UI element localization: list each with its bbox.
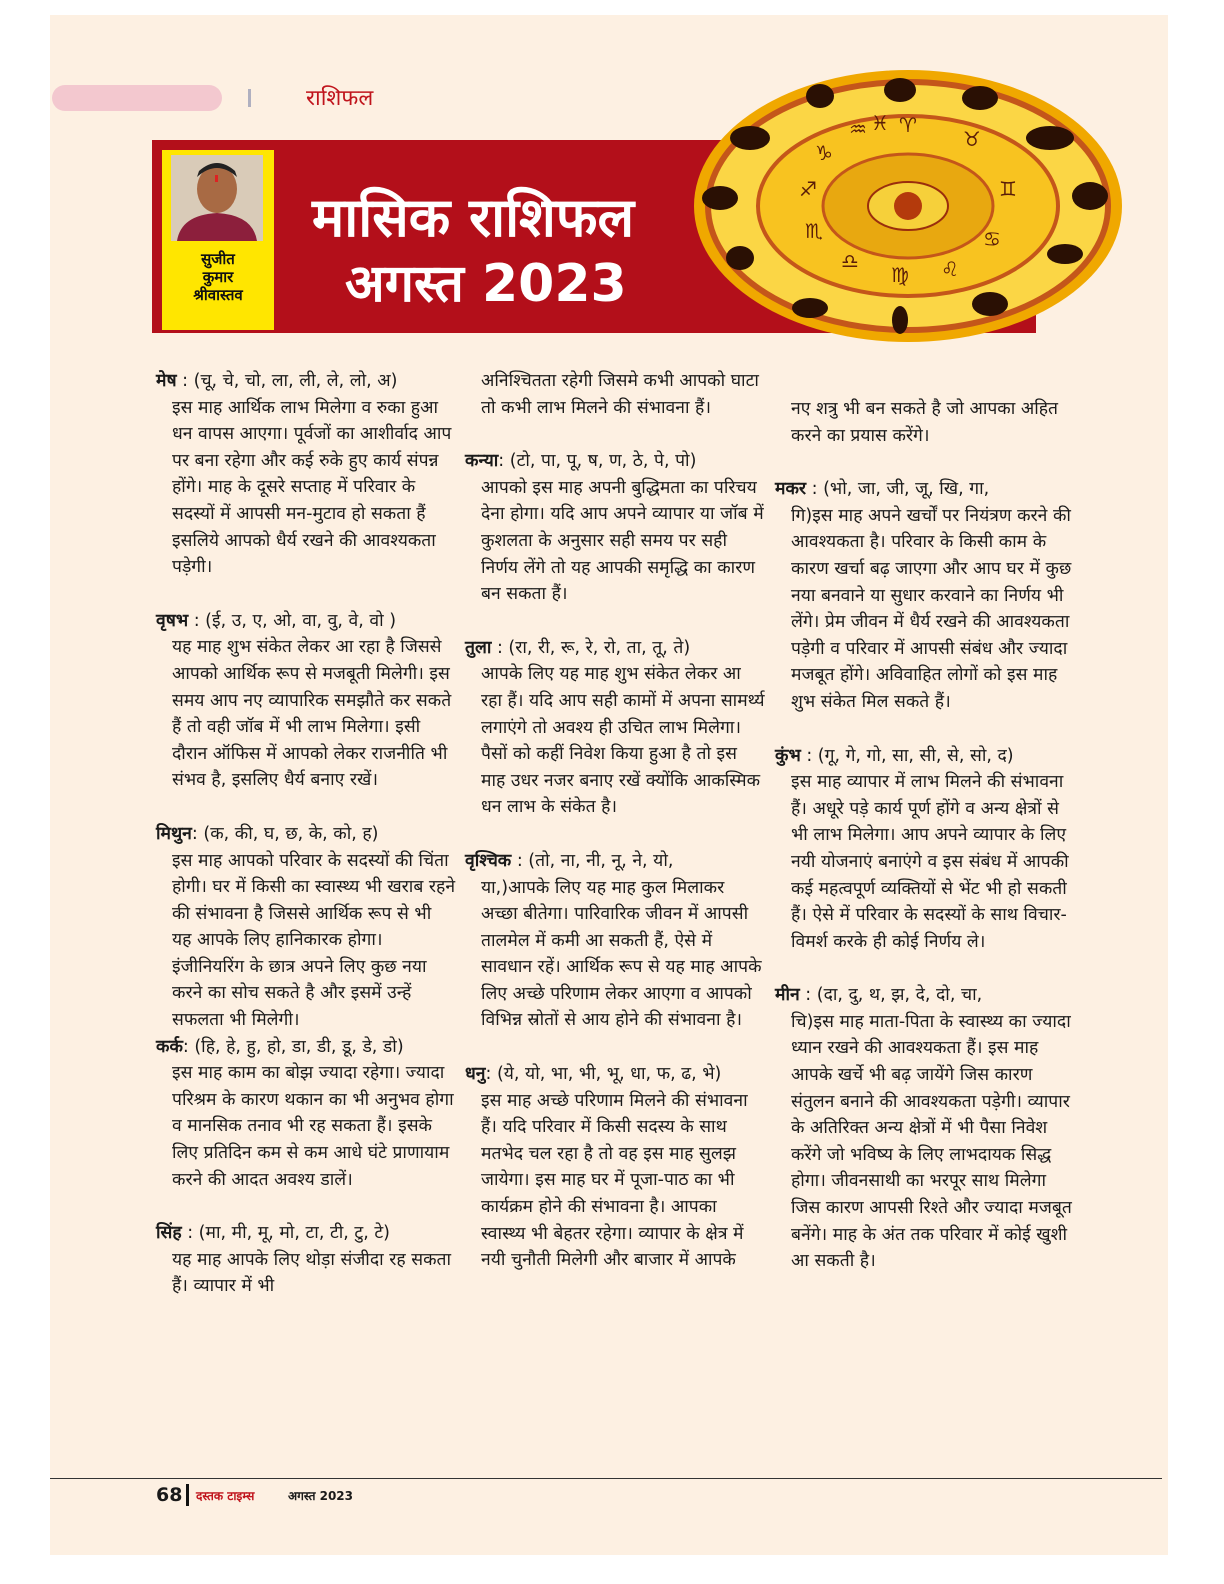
zodiac-glyph-10: ♑ xyxy=(815,141,833,165)
sign-body-kark: इस माह काम का बोझ ज्यादा रहेगा। ज्यादा परिश्रम के कारण थकान का भी अनुभव होगा व मानसिक तनाव भी रह सकता हैं। इसके लिए प्रतिदिन कम से कम आधे घंटे प्राणायाम करने की आदत अवश्य डालें। xyxy=(172,1063,454,1190)
sign-letters-mithun: : (क, की, घ, छ, के, को, ह) xyxy=(191,823,379,844)
page-number: 68 xyxy=(156,1484,183,1506)
sign-name-vrishabh: वृषभ xyxy=(156,610,189,631)
sign-letters-meen: : (दा, दु, थ, झ, दे, दो, चा, xyxy=(799,985,983,1006)
sign-body-singh-cont: अनिश्चितता रहेगी जिसमे कभी आपको घाटा तो कभी लाभ मिलने की संभावना हैं। xyxy=(481,371,759,418)
sign-name-mithun: मिथुन xyxy=(156,823,192,844)
sign-kark xyxy=(156,1034,456,1194)
column-3 xyxy=(775,396,1075,1302)
sign-letters-tula: : (रा, री, रू, रे, रो, ता, तू, ते) xyxy=(491,637,691,658)
zodiac-wheel-image xyxy=(690,68,1126,344)
sign-letters-dhanu: : (ये, यो, भा, भी, भू, धा, फ, ढ, भे) xyxy=(485,1064,722,1085)
zodiac-glyph-5: ♌ xyxy=(941,257,959,281)
sign-dhanu-continued xyxy=(775,396,1075,449)
zodiac-glyph-2: ♉ xyxy=(963,127,981,151)
section-label: राशिफल xyxy=(306,86,374,111)
magazine-name: दस्तक टाइम्स xyxy=(196,1489,255,1503)
sign-letters-vrishchik: : (तो, ना, नी, नू, ने, यो, xyxy=(511,850,674,871)
sign-body-mithun: इस माह आपको परिवार के सदस्यों की चिंता होगी। घर में किसी का स्वास्थ्य भी खराब रहने की संभावना है जिससे आर्थिक रूप से भी यह आपके लिए हानिकारक होगा। इंजीनियरिंग के छात्र अपने लिए कुछ नया करने का सोच सकते है और इसमें उन्हें सफलता भी मिलेगी। xyxy=(172,850,456,1031)
sign-name-makar: मकर xyxy=(775,479,807,500)
sign-meen xyxy=(775,982,1075,1275)
sign-body-dhanu: इस माह अच्छे परिणाम मिलने की संभावना हैं। यदि परिवार में किसी सदस्य के साथ मतभेद चल रहा है तो वह इस माह सुलझ जायेगा। इस माह घर में पूजा-पाठ का भी कार्यक्रम होने की संभावना है। आपका स्वास्थ्य भी बेहतर रहेगा। व्यापार के क्षेत्र में नयी चुनौती मिलेगी और बाजार में आपके xyxy=(481,1090,748,1271)
sign-letters-vrishabh: : (ई, उ, ए, ओ, वा, वु, वे, वो ) xyxy=(188,610,397,631)
zodiac-glyph-4: ♋ xyxy=(983,227,1001,251)
sign-name-kumbh: कुंभ xyxy=(775,745,801,766)
zodiac-glyph-12: ♓ xyxy=(871,111,889,135)
sign-name-kark: कर्क xyxy=(156,1036,183,1057)
section-divider xyxy=(248,89,251,107)
column-1 xyxy=(156,368,456,1327)
column-2 xyxy=(465,368,765,1301)
sign-name-tula: तुला xyxy=(465,637,492,658)
zodiac-glyph-1: ♈ xyxy=(899,113,917,137)
sign-name-mesh: मेष xyxy=(156,371,177,391)
sign-body-tula: आपके लिए यह माह शुभ संकेत लेकर आ रहा हैं। यदि आप सही कामों में अपना सामर्थ्य लगाएंगे तो अवश्य ही उचित लाभ मिलेगा। पैसों को कहीं निवेश किया हुआ है तो इस माह उधर नजर बनाए रखें क्योंकि आकस्मिक धन लाभ के संकेत है। xyxy=(481,664,765,818)
issue-date: अगस्त 2023 xyxy=(288,1489,354,1503)
author-name: सुजीत कुमार श्रीवास्तव xyxy=(193,250,243,304)
sign-letters-kark: : (हि, हे, हु, हो, डा, डी, डू, डे, डो) xyxy=(182,1036,404,1057)
sign-name-meen: मीन xyxy=(775,985,800,1006)
sign-mesh xyxy=(156,368,456,581)
zodiac-glyph-9: ♐ xyxy=(799,177,817,201)
author-photo xyxy=(171,155,263,241)
sign-body-meen: चि)इस माह माता-पिता के स्वास्थ्य का ज्यादा ध्यान रखने की आवश्यकता हैं। इस माह आपके खर्चे भी बढ़ जायेंगे जिस कारण संतुलन बनाने की आवश्यकता पड़ेगी। व्यापार के अतिरिक्त अन्य क्षेत्रों में भी पैसा निवेश करेंगे जो भविष्य के लिए लाभदायक सिद्ध होगा। जीवनसाथी का भरपूर साथ मिलेगा जिस कारण आपसी रिश्ते और ज्यादा मजबूत बनेंगे। माह के अंत तक परिवार में कोई खुशी आ सकती है। xyxy=(791,1011,1072,1272)
sign-letters-makar: : (भो, जा, जी, जू, खि, गा, xyxy=(806,479,990,500)
sign-dhanu xyxy=(465,1061,765,1274)
sign-body-kumbh: इस माह व्यापार में लाभ मिलने की संभावना हैं। अधूरे पड़े कार्य पूर्ण होंगे व अन्य क्षेत्रों से भी लाभ मिलेगा। आप अपने व्यापार के लिए नयी योजनाएं बनाएंगे व इस संबंध में आपकी कई महत्वपूर्ण व्यक्तियों से भेंट भी हो सकती हैं। ऐसे में परिवार के सदस्यों के साथ विचार-विमर्श करके ही कोई निर्णय ले। xyxy=(791,772,1069,952)
sign-letters-singh: : (मा, मी, मू, मो, टा, टी, टु, टे) xyxy=(181,1223,391,1244)
zodiac-glyph-6: ♍ xyxy=(891,263,909,287)
author-card xyxy=(162,150,274,330)
zodiac-glyph-11: ♒ xyxy=(849,117,867,141)
sign-body-kanya: आपको इस माह अपनी बुद्धिमता का परिचय देना होगा। यदि आप अपने व्यापार या जॉब में कुशलता के अनुसार सही समय पर सही निर्णय लेंगे तो यह आपकी समृद्धि का कारण बन सकता हैं। xyxy=(481,477,764,605)
zodiac-glyph-7: ♎ xyxy=(841,249,859,273)
sign-name-vrishchik: वृश्चिक xyxy=(465,850,512,871)
title-line-1: मासिक राशिफल xyxy=(312,186,635,249)
sign-kanya xyxy=(465,448,765,608)
sign-letters-kumbh: : (गू, गे, गो, सा, सी, से, सो, द) xyxy=(800,745,1014,766)
sign-makar xyxy=(775,476,1075,715)
zodiac-glyph-8: ♏ xyxy=(805,219,823,243)
footer-rule xyxy=(50,1478,1162,1479)
footer-separator xyxy=(186,1484,189,1506)
sign-body-singh: यह माह आपके लिए थोड़ा संजीदा रह सकता हैं। व्यापार में भी xyxy=(172,1249,452,1297)
sign-body-vrishchik: या,)आपके लिए यह माह कुल मिलाकर अच्छा बीतेगा। पारिवारिक जीवन में आपसी तालमेल में कमी आ सकती हैं, ऐसे में सावधान रहें। आर्थिक रूप से यह माह आपके लिए अच्छे परिणाम लेकर आएगा व आपको विभिन्न स्रोतों से आय होने की संभावना है। xyxy=(481,877,762,1031)
sign-body-makar: गि)इस माह अपने खर्चों पर नियंत्रण करने की आवश्यकता है। परिवार के किसी काम के कारण खर्चा बढ़ जाएगा और आप घर में कुछ नया बनवाने या सुधार करवाने का निर्णय भी लेंगे। प्रेम जीवन में धैर्य रखने की आवश्यकता पड़ेगी व परिवार में आपसी संबंध और ज्यादा मजबूत होंगे। अविवाहित लोगों को इस माह शुभ संकेत मिल सकते हैं। xyxy=(791,505,1072,712)
section-tab-pill xyxy=(52,85,222,111)
sign-body-vrishabh: यह माह शुभ संकेत लेकर आ रहा है जिससे आपको आर्थिक रूप से मजबूती मिलेगी। इस समय आप नए व्यापारिक समझौते कर सकते हैं तो वही जॉब में भी लाभ मिलेगा। इसी दौरान ऑफिस में आपको लेकर राजनीति भी संभव है, इसलिए धैर्य बनाए रखें। xyxy=(172,637,452,791)
sign-letters-mesh: : (चू, चे, चो, ला, ली, ले, लो, अ) xyxy=(176,371,398,391)
title-line-2: अगस्त 2023 xyxy=(345,254,627,314)
sign-kumbh xyxy=(775,743,1075,956)
sign-singh xyxy=(156,1220,456,1300)
sign-name-dhanu: धनु xyxy=(465,1064,486,1085)
sign-body-mesh: इस माह आर्थिक लाभ मिलेगा व रुका हुआ धन वापस आएगा। पूर्वजों का आशीर्वाद आप पर बना रहेगा और कई रुके हुए कार्य संपन्न होंगे। माह के दूसरे सप्ताह में परिवार के सदस्यों में आपसी मन-मुटाव हो सकता हैं इसलिये आपको धैर्य रखने की आवश्यकता पड़ेगी। xyxy=(172,397,452,578)
sign-letters-kanya: : (टो, पा, पू, ष, ण, ठे, पे, पो) xyxy=(498,451,697,472)
sign-singh-continued xyxy=(465,368,765,421)
sign-vrishchik xyxy=(465,848,765,1034)
zodiac-glyph-3: ♊ xyxy=(999,177,1017,201)
sign-vrishabh xyxy=(156,608,456,794)
sign-body-dhanu-cont: नए शत्रु भी बन सकते है जो आपका अहित करने का प्रयास करेंगे। xyxy=(791,399,1059,446)
sign-tula xyxy=(465,635,765,821)
sign-mithun xyxy=(156,821,456,1034)
sign-name-singh: सिंह xyxy=(156,1223,182,1244)
sign-name-kanya: कन्या xyxy=(465,451,499,472)
